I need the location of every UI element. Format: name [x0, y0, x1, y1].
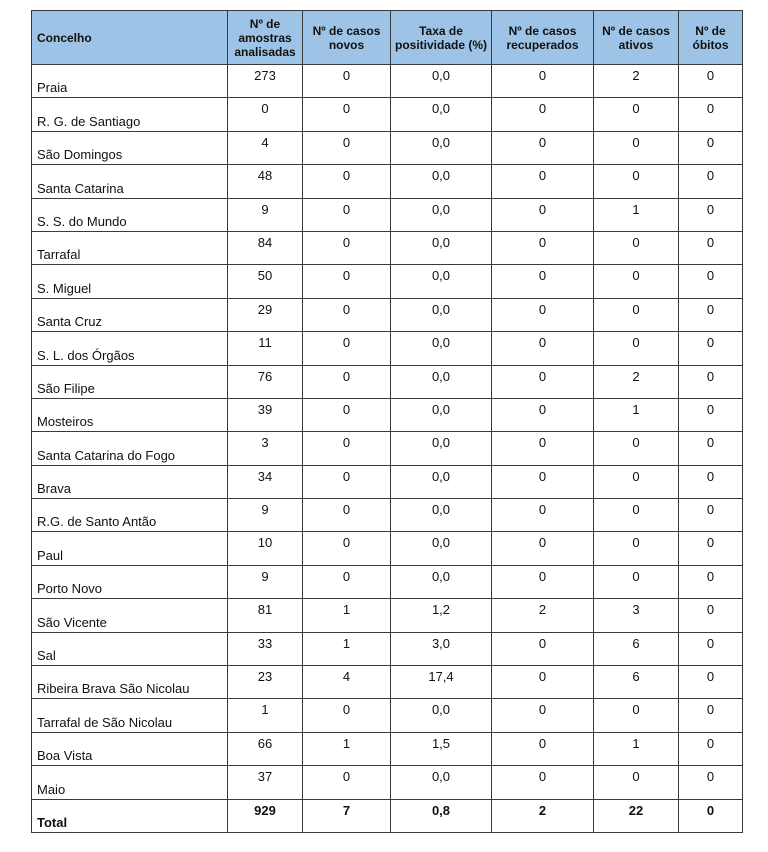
cell-casos-novos: 0: [303, 432, 391, 465]
cell-casos-recuperados: 0: [492, 565, 594, 598]
cell-casos-novos: 0: [303, 332, 391, 365]
cell-casos-recuperados: 0: [492, 298, 594, 331]
cell-casos-ativos: 1: [594, 198, 679, 231]
cell-taxa-positividade: 0,0: [391, 298, 492, 331]
header-casos-novos: Nº de casos novos: [303, 11, 391, 65]
cell-taxa-positividade: 0,0: [391, 365, 492, 398]
table-row: [32, 432, 743, 465]
cell-casos-novos: 0: [303, 565, 391, 598]
cell-casos-novos: 1: [303, 732, 391, 765]
cell-concelho: Tarrafal de São Nicolau: [32, 699, 228, 732]
cell-casos-novos: 0: [303, 198, 391, 231]
table-row: [32, 632, 743, 665]
cell-obitos: 0: [679, 332, 743, 365]
table-row: [32, 565, 743, 598]
table-row: [32, 499, 743, 532]
cell-amostras: 1: [228, 699, 303, 732]
table-row: [32, 666, 743, 699]
cell-amostras: 76: [228, 365, 303, 398]
cell-obitos: 0: [679, 131, 743, 164]
cell-amostras: 50: [228, 265, 303, 298]
cell-casos-recuperados: 0: [492, 532, 594, 565]
cell-casos-ativos: 0: [594, 265, 679, 298]
cell-casos-recuperados: 0: [492, 98, 594, 131]
cell-taxa-positividade: 0,0: [391, 332, 492, 365]
cell-concelho: Boa Vista: [32, 732, 228, 765]
table-row: [32, 699, 743, 732]
cell-casos-ativos: 0: [594, 131, 679, 164]
cell-casos-recuperados: 0: [492, 198, 594, 231]
cell-amostras: 48: [228, 165, 303, 198]
cell-casos-novos: 0: [303, 699, 391, 732]
table-row: [32, 65, 743, 98]
cell-casos-recuperados: 0: [492, 666, 594, 699]
cell-taxa-positividade: 0,0: [391, 766, 492, 799]
cell-concelho: Maio: [32, 766, 228, 799]
table-row: [32, 532, 743, 565]
cell-concelho: Porto Novo: [32, 565, 228, 598]
cell-concelho: Praia: [32, 65, 228, 98]
cell-casos-novos: 0: [303, 231, 391, 264]
table-body: [32, 65, 743, 833]
cell-taxa-positividade: 0,0: [391, 231, 492, 264]
cell-casos-ativos: 0: [594, 231, 679, 264]
cell-taxa-positividade: 0,0: [391, 98, 492, 131]
cell-obitos: 0: [679, 398, 743, 431]
header-row: [32, 11, 743, 65]
cell-amostras: 66: [228, 732, 303, 765]
cell-amostras: 81: [228, 599, 303, 632]
table-row: [32, 231, 743, 264]
cell-obitos: 0: [679, 799, 743, 832]
cell-taxa-positividade: 1,2: [391, 599, 492, 632]
cell-taxa-positividade: 0,0: [391, 398, 492, 431]
cell-amostras: 39: [228, 398, 303, 431]
covid-table: [31, 10, 743, 833]
cell-casos-novos: 0: [303, 131, 391, 164]
cell-taxa-positividade: 0,0: [391, 265, 492, 298]
cell-casos-ativos: 0: [594, 332, 679, 365]
total-row: [32, 799, 743, 832]
cell-obitos: 0: [679, 699, 743, 732]
cell-casos-ativos: 0: [594, 532, 679, 565]
cell-concelho: Santa Catarina: [32, 165, 228, 198]
header-casos-ativos: Nº de casos ativos: [594, 11, 679, 65]
cell-obitos: 0: [679, 732, 743, 765]
cell-casos-novos: 1: [303, 632, 391, 665]
cell-concelho: Ribeira Brava São Nicolau: [32, 666, 228, 699]
cell-casos-recuperados: 0: [492, 465, 594, 498]
cell-obitos: 0: [679, 666, 743, 699]
cell-obitos: 0: [679, 532, 743, 565]
header-amostras: Nº de amostras analisadas: [228, 11, 303, 65]
table-row: [32, 198, 743, 231]
table-row: [32, 766, 743, 799]
cell-obitos: 0: [679, 465, 743, 498]
table-row: [32, 599, 743, 632]
cell-casos-recuperados: 0: [492, 432, 594, 465]
cell-taxa-positividade: 0,8: [391, 799, 492, 832]
cell-casos-recuperados: 0: [492, 732, 594, 765]
cell-concelho: Mosteiros: [32, 398, 228, 431]
table-row: [32, 398, 743, 431]
cell-taxa-positividade: 0,0: [391, 465, 492, 498]
cell-casos-novos: 0: [303, 65, 391, 98]
cell-obitos: 0: [679, 365, 743, 398]
cell-concelho: Total: [32, 799, 228, 832]
cell-casos-recuperados: 0: [492, 699, 594, 732]
cell-concelho: Santa Cruz: [32, 298, 228, 331]
cell-casos-recuperados: 0: [492, 231, 594, 264]
cell-amostras: 10: [228, 532, 303, 565]
cell-concelho: São Domingos: [32, 131, 228, 164]
cell-taxa-positividade: 17,4: [391, 666, 492, 699]
header-obitos: Nº de óbitos: [679, 11, 743, 65]
header-taxa-positividade: Taxa de positividade (%): [391, 11, 492, 65]
cell-casos-novos: 0: [303, 499, 391, 532]
cell-casos-ativos: 0: [594, 465, 679, 498]
cell-casos-recuperados: 0: [492, 632, 594, 665]
cell-concelho: São Vicente: [32, 599, 228, 632]
cell-obitos: 0: [679, 432, 743, 465]
cell-obitos: 0: [679, 98, 743, 131]
cell-casos-novos: 0: [303, 465, 391, 498]
cell-casos-recuperados: 0: [492, 65, 594, 98]
table-row: [32, 332, 743, 365]
cell-taxa-positividade: 0,0: [391, 432, 492, 465]
cell-casos-novos: 0: [303, 365, 391, 398]
cell-casos-novos: 0: [303, 165, 391, 198]
cell-casos-ativos: 0: [594, 98, 679, 131]
cell-obitos: 0: [679, 65, 743, 98]
cell-casos-ativos: 0: [594, 699, 679, 732]
cell-casos-ativos: 0: [594, 565, 679, 598]
cell-amostras: 11: [228, 332, 303, 365]
cell-amostras: 929: [228, 799, 303, 832]
cell-amostras: 9: [228, 565, 303, 598]
cell-obitos: 0: [679, 298, 743, 331]
cell-casos-ativos: 0: [594, 432, 679, 465]
cell-obitos: 0: [679, 198, 743, 231]
table-row: [32, 298, 743, 331]
cell-amostras: 33: [228, 632, 303, 665]
cell-taxa-positividade: 0,0: [391, 198, 492, 231]
cell-obitos: 0: [679, 766, 743, 799]
cell-amostras: 273: [228, 65, 303, 98]
cell-concelho: Brava: [32, 465, 228, 498]
cell-taxa-positividade: 1,5: [391, 732, 492, 765]
cell-casos-ativos: 2: [594, 65, 679, 98]
cell-casos-novos: 0: [303, 98, 391, 131]
cell-casos-recuperados: 0: [492, 499, 594, 532]
table-row: [32, 98, 743, 131]
cell-casos-ativos: 2: [594, 365, 679, 398]
cell-obitos: 0: [679, 599, 743, 632]
cell-casos-ativos: 0: [594, 766, 679, 799]
cell-casos-ativos: 1: [594, 398, 679, 431]
cell-amostras: 0: [228, 98, 303, 131]
cell-casos-novos: 0: [303, 532, 391, 565]
header-concelho: Concelho: [32, 11, 228, 65]
cell-amostras: 4: [228, 131, 303, 164]
cell-casos-recuperados: 0: [492, 265, 594, 298]
cell-casos-ativos: 6: [594, 632, 679, 665]
cell-obitos: 0: [679, 499, 743, 532]
cell-casos-ativos: 0: [594, 298, 679, 331]
cell-casos-recuperados: 2: [492, 799, 594, 832]
cell-taxa-positividade: 0,0: [391, 699, 492, 732]
cell-obitos: 0: [679, 165, 743, 198]
cell-taxa-positividade: 0,0: [391, 165, 492, 198]
cell-amostras: 9: [228, 499, 303, 532]
cell-amostras: 84: [228, 231, 303, 264]
cell-concelho: S. S. do Mundo: [32, 198, 228, 231]
table-row: [32, 465, 743, 498]
cell-casos-novos: 0: [303, 265, 391, 298]
cell-amostras: 23: [228, 666, 303, 699]
cell-concelho: S. Miguel: [32, 265, 228, 298]
cell-taxa-positividade: 0,0: [391, 499, 492, 532]
cell-taxa-positividade: 0,0: [391, 565, 492, 598]
cell-casos-recuperados: 0: [492, 398, 594, 431]
cell-casos-recuperados: 0: [492, 766, 594, 799]
cell-casos-novos: 1: [303, 599, 391, 632]
cell-casos-ativos: 22: [594, 799, 679, 832]
cell-amostras: 29: [228, 298, 303, 331]
cell-casos-novos: 4: [303, 666, 391, 699]
cell-casos-ativos: 6: [594, 666, 679, 699]
cell-concelho: S. L. dos Órgãos: [32, 332, 228, 365]
cell-amostras: 9: [228, 198, 303, 231]
table-row: [32, 165, 743, 198]
cell-casos-ativos: 3: [594, 599, 679, 632]
cell-amostras: 3: [228, 432, 303, 465]
cell-casos-ativos: 0: [594, 499, 679, 532]
cell-obitos: 0: [679, 231, 743, 264]
cell-casos-ativos: 0: [594, 165, 679, 198]
cell-concelho: Tarrafal: [32, 231, 228, 264]
table-row: [32, 365, 743, 398]
cell-concelho: Paul: [32, 532, 228, 565]
header-casos-recuperados: Nº de casos recuperados: [492, 11, 594, 65]
cell-amostras: 37: [228, 766, 303, 799]
table-row: [32, 732, 743, 765]
table-header: [32, 11, 743, 65]
table-row: [32, 265, 743, 298]
cell-casos-recuperados: 0: [492, 131, 594, 164]
cell-casos-recuperados: 0: [492, 332, 594, 365]
cell-taxa-positividade: 0,0: [391, 131, 492, 164]
cell-casos-novos: 0: [303, 298, 391, 331]
cell-amostras: 34: [228, 465, 303, 498]
cell-casos-novos: 0: [303, 766, 391, 799]
cell-concelho: São Filipe: [32, 365, 228, 398]
cell-concelho: R.G. de Santo Antão: [32, 499, 228, 532]
cell-casos-recuperados: 2: [492, 599, 594, 632]
cell-taxa-positividade: 0,0: [391, 532, 492, 565]
cell-casos-recuperados: 0: [492, 165, 594, 198]
cell-obitos: 0: [679, 632, 743, 665]
cell-concelho: Santa Catarina do Fogo: [32, 432, 228, 465]
table-row: [32, 131, 743, 164]
cell-concelho: Sal: [32, 632, 228, 665]
cell-casos-recuperados: 0: [492, 365, 594, 398]
cell-taxa-positividade: 0,0: [391, 65, 492, 98]
cell-casos-novos: 7: [303, 799, 391, 832]
cell-obitos: 0: [679, 565, 743, 598]
cell-casos-novos: 0: [303, 398, 391, 431]
cell-taxa-positividade: 3,0: [391, 632, 492, 665]
cell-casos-ativos: 1: [594, 732, 679, 765]
cell-concelho: R. G. de Santiago: [32, 98, 228, 131]
cell-obitos: 0: [679, 265, 743, 298]
